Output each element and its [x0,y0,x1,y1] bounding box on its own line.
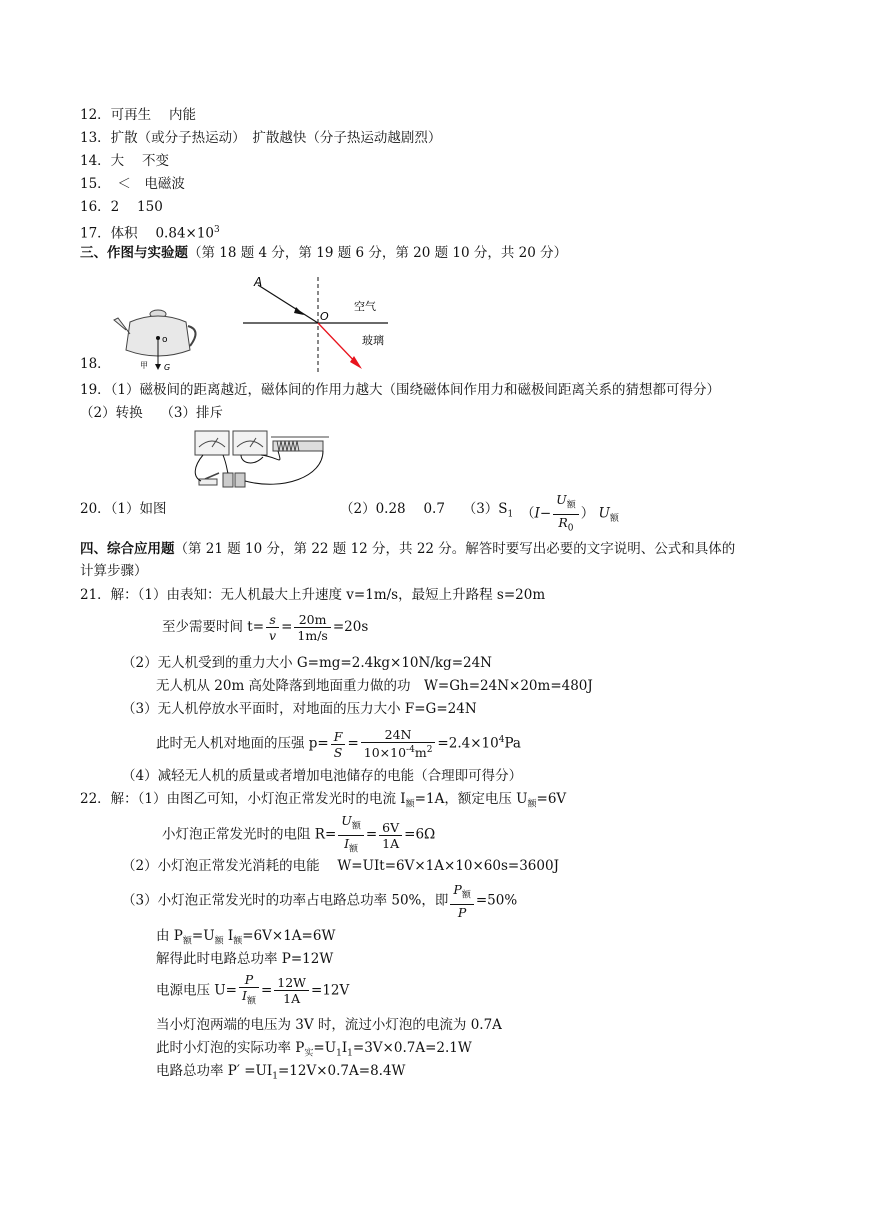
section-3-title: 三、作图与实验题 [80,245,188,261]
answer-15: 15． ＜ 电磁波 [80,176,185,192]
answer-12: 12．可再生 内能 [80,107,196,123]
answer-16: 16．2 150 [80,199,163,215]
incident-point-label: A [254,275,263,289]
answer-22-current-at-3v: 当小灯泡两端的电压为 3V 时，流过小灯泡的电流为 0.7A [156,1017,502,1033]
answer-22-rated-power: 由 $P_额=U_额$ $I_额=6V\times 1A=6W$ [156,928,336,947]
answer-18-label: 18． [80,356,111,372]
answer-22-part3: （3）小灯泡正常发光时的功率占电路总功率 50%，即 $\frac{P_额}{P}$ =50% [122,882,518,920]
answer-21-part3a: （3）无人机停放水平面时，对地面的压力大小 F=G=24N [122,701,477,717]
section-4-note: （第 21 题 10 分，第 22 题 12 分，共 22 分。解答时要写出必要的文字说明、公式和具体的 [174,541,736,557]
gravity-label: G [164,363,171,372]
section-3-note: （第 18 题 4 分，第 19 题 6 分，第 20 题 10 分，共 20 分） [188,245,568,261]
answer-22-resistance-equation: 小灯泡正常发光时的电阻 R= $\frac{U_额}{I_额}$ = $\frac{6V}{1A}$ =6Ω [162,813,436,854]
air-label: 空气 [354,300,376,313]
answer-19-part2: （2）转换 （3）排斥 [80,405,223,421]
answer-13: 13．扩散（或分子热运动） 扩散越快（分子热运动越剧烈） [80,130,442,146]
refraction-figure [240,272,400,377]
answer-21-part2b: 无人机从 20m 高处降落到地面重力做的功 W=Gh=24N×20m=480J [156,678,593,694]
section-4-title: 四、综合应用题 [80,541,175,557]
glass-label: 玻璃 [362,334,384,347]
answer-21-part1: 21．解：（1）由表知：无人机最大上升速度 v=1m/s，最短上升路程 s=20m [80,587,546,603]
answer-22-circuit-power: 电路总功率 $P' =UI_1=12V\times 0.7A=8.4W$ [156,1063,406,1082]
answer-21-time-equation: 至少需要时间 t= $\frac{s}{v}$ = $\frac{20m}{1m/s}$ =20s [162,612,369,643]
answer-21-part4: （4）减轻无人机的质量或者增加电池储存的电能（合理即可得分） [122,768,523,784]
answer-14: 14．大 不变 [80,153,169,169]
answer-20-part1: 20．（1）如图 [80,501,167,517]
teapot-figure [110,300,205,375]
answer-19-part1: 19．（1）磁极间的距离越近，磁体间的作用力越大（围绕磁体间作用力和磁极间距离关系的猜想都可得分） [80,382,721,398]
answer-20-part2: （2）0.28 0.7 $(3)S_1$ [340,501,514,520]
teapot-center-label: o [162,335,168,345]
answer-22-voltage-equation: 电源电压 U= $\frac{P}{I_额}$ = $\frac{12W}{1A}$ =12V [156,972,350,1007]
jia-label: 甲 [140,361,148,370]
answer-22-total-power: 解得此时电路总功率 P=12W [156,951,334,967]
answer-22-part2: （2）小灯泡正常发光消耗的电能 W=UIt=6V×1A×10×60s=3600J [122,858,559,874]
origin-label: O [320,310,329,323]
section-4-heading [80,540,735,558]
answer-20-expression: （I− $\frac{U_额}{R_0}$ ） $U_额$ [521,492,619,536]
answer-21-pressure-equation: 此时无人机对地面的压强 p= $\frac{F}{S}$ = $\frac{24N}{10\times 10^{-4}m^2}$ $=2.4\times 10^4Pa$ [156,727,521,761]
answer-22-part1: 22．解：（1）由图乙可知，小灯泡正常发光时的电流 $I_额=1A$，额定电压 $U_额=6V$ [80,791,567,810]
section-3-heading [80,244,567,262]
circuit-figure [183,427,333,497]
answer-17: 17．体积 $0.84\times 10^3$ [80,225,220,242]
fraction-u-over-r0: $\frac{U_额}{R_0}$ [553,492,579,536]
answer-21-part2a: （2）无人机受到的重力大小 G=mg=2.4kg×10N/kg=24N [122,655,492,671]
answer-22-actual-power: 此时小灯泡的实际功率 $P_实=U_1I_1=3V\times 0.7A=2.1W$ [156,1040,472,1059]
section-4-note-cont: 计算步骤） [80,563,148,579]
